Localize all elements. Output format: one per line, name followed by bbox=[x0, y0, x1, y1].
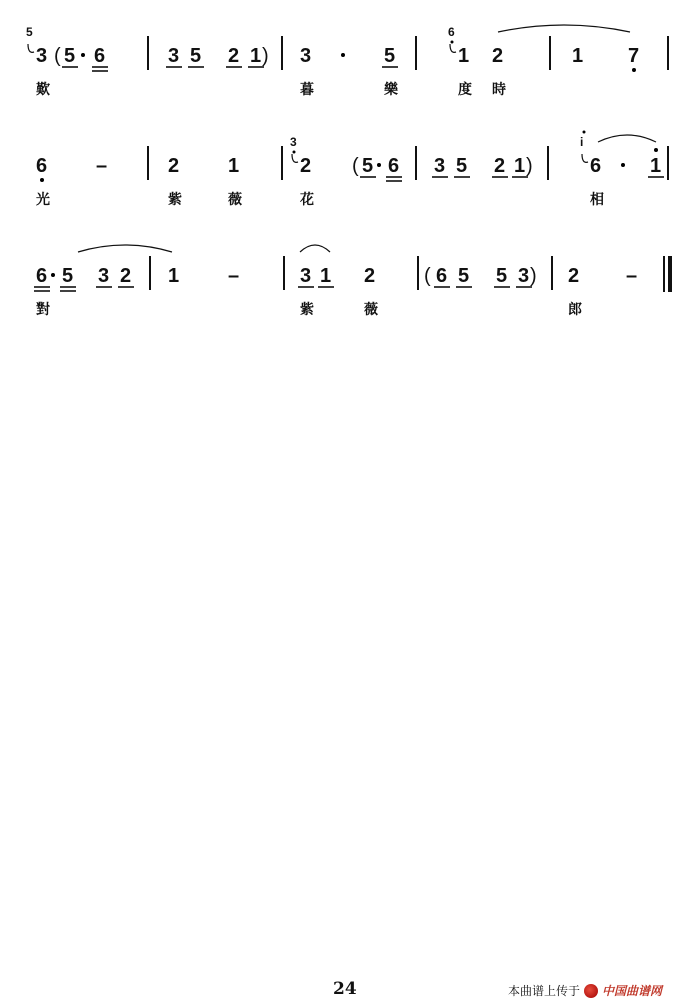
note-digit: 6 bbox=[436, 265, 448, 287]
lyric-char: 光 bbox=[36, 192, 50, 208]
note-digit: 3 bbox=[36, 45, 48, 67]
lyric-char: 薇 bbox=[364, 302, 378, 318]
augmentation-dot bbox=[621, 163, 625, 167]
note-digit: 2 bbox=[168, 155, 180, 177]
note-digit: 1 bbox=[250, 45, 262, 67]
note-parenthesis: ) bbox=[530, 265, 537, 287]
note-digit: 2 bbox=[228, 45, 240, 67]
grace-slur bbox=[292, 154, 298, 162]
footer-credit bbox=[508, 982, 662, 999]
augmentation-dot bbox=[81, 53, 85, 57]
note-digit: 3 bbox=[168, 45, 180, 67]
grace-note: 3 bbox=[290, 135, 297, 149]
note-digit: 1 bbox=[168, 265, 180, 287]
lyric-char: 樂 bbox=[384, 82, 398, 98]
grace-slur bbox=[582, 154, 588, 162]
note-digit: 6 bbox=[36, 265, 48, 287]
note-digit: 6 bbox=[36, 155, 48, 177]
note-digit: 6 bbox=[94, 45, 106, 67]
note-digit: 1 bbox=[572, 45, 584, 67]
note-digit: 5 bbox=[496, 265, 508, 287]
note-digit: 2 bbox=[300, 155, 312, 177]
phrase-slur bbox=[78, 245, 172, 252]
note-digit: 3 bbox=[300, 45, 312, 67]
lyric-char: 薇 bbox=[228, 192, 242, 208]
note-digit: 1 bbox=[228, 155, 240, 177]
octave-dot-above bbox=[654, 148, 658, 152]
note-digit: 1 bbox=[458, 45, 470, 67]
note-digit: – bbox=[626, 265, 638, 287]
note-digit: – bbox=[228, 265, 240, 287]
note-digit: 2 bbox=[364, 265, 376, 287]
lyric-char: 度 bbox=[458, 82, 472, 98]
augmentation-dot bbox=[341, 53, 345, 57]
note-digit: 5 bbox=[190, 45, 202, 67]
lyric-char: 對 bbox=[36, 302, 50, 318]
phrase-slur bbox=[598, 135, 656, 142]
lyric-char: 時 bbox=[492, 82, 506, 98]
note-parenthesis: ( bbox=[352, 155, 359, 177]
lyric-char: 歎 bbox=[36, 82, 50, 98]
note-digit: 3 bbox=[434, 155, 446, 177]
note-parenthesis: ( bbox=[424, 265, 431, 287]
note-digit: 5 bbox=[458, 265, 470, 287]
note-digit: 1 bbox=[650, 155, 662, 177]
lyric-char: 花 bbox=[300, 192, 314, 208]
note-parenthesis: ( bbox=[54, 45, 61, 67]
note-digit: 6 bbox=[388, 155, 400, 177]
lyric-char: 紫 bbox=[300, 302, 314, 318]
note-digit: 7 bbox=[628, 45, 640, 67]
phrase-slur bbox=[300, 245, 330, 252]
note-digit: 3 bbox=[300, 265, 312, 287]
note-digit: 5 bbox=[64, 45, 76, 67]
note-digit: 5 bbox=[362, 155, 374, 177]
note-digit: 2 bbox=[120, 265, 132, 287]
augmentation-dot bbox=[377, 163, 381, 167]
lyric-char: 暮 bbox=[300, 82, 314, 98]
final-bar-thick bbox=[668, 256, 672, 292]
note-digit: 2 bbox=[492, 45, 504, 67]
note-parenthesis: ) bbox=[526, 155, 533, 177]
note-digit: 5 bbox=[62, 265, 74, 287]
grace-note: i bbox=[580, 135, 584, 149]
grace-note: 6 bbox=[448, 25, 455, 39]
grace-dot bbox=[583, 131, 586, 134]
grace-dot bbox=[451, 41, 454, 44]
note-digit: 3 bbox=[518, 265, 530, 287]
note-digit: 3 bbox=[98, 265, 110, 287]
lyric-char: 紫 bbox=[168, 192, 182, 208]
lyric-char: 郎 bbox=[568, 302, 582, 318]
note-digit: 1 bbox=[320, 265, 332, 287]
note-parenthesis: ) bbox=[262, 45, 269, 67]
note-digit: 2 bbox=[494, 155, 506, 177]
note-digit: 1 bbox=[514, 155, 526, 177]
footer-site-name[interactable]: 中国曲谱网 bbox=[602, 984, 663, 998]
phrase-slur bbox=[498, 25, 630, 32]
site-logo-icon bbox=[584, 984, 598, 998]
grace-slur bbox=[28, 44, 34, 52]
note-digit: 2 bbox=[568, 265, 580, 287]
grace-slur bbox=[450, 44, 456, 52]
augmentation-dot bbox=[51, 273, 55, 277]
footer-prefix: 本曲谱上传于 bbox=[508, 984, 581, 998]
note-digit: 5 bbox=[456, 155, 468, 177]
note-digit: 6 bbox=[590, 155, 602, 177]
note-digit: 5 bbox=[384, 45, 396, 67]
octave-dot-below bbox=[632, 68, 636, 72]
grace-note: 5 bbox=[26, 25, 33, 39]
octave-dot-below bbox=[40, 178, 44, 182]
grace-dot bbox=[293, 151, 296, 154]
note-digit: – bbox=[96, 155, 108, 177]
page-number: 24 bbox=[333, 979, 357, 999]
lyric-char: 相 bbox=[590, 192, 604, 208]
